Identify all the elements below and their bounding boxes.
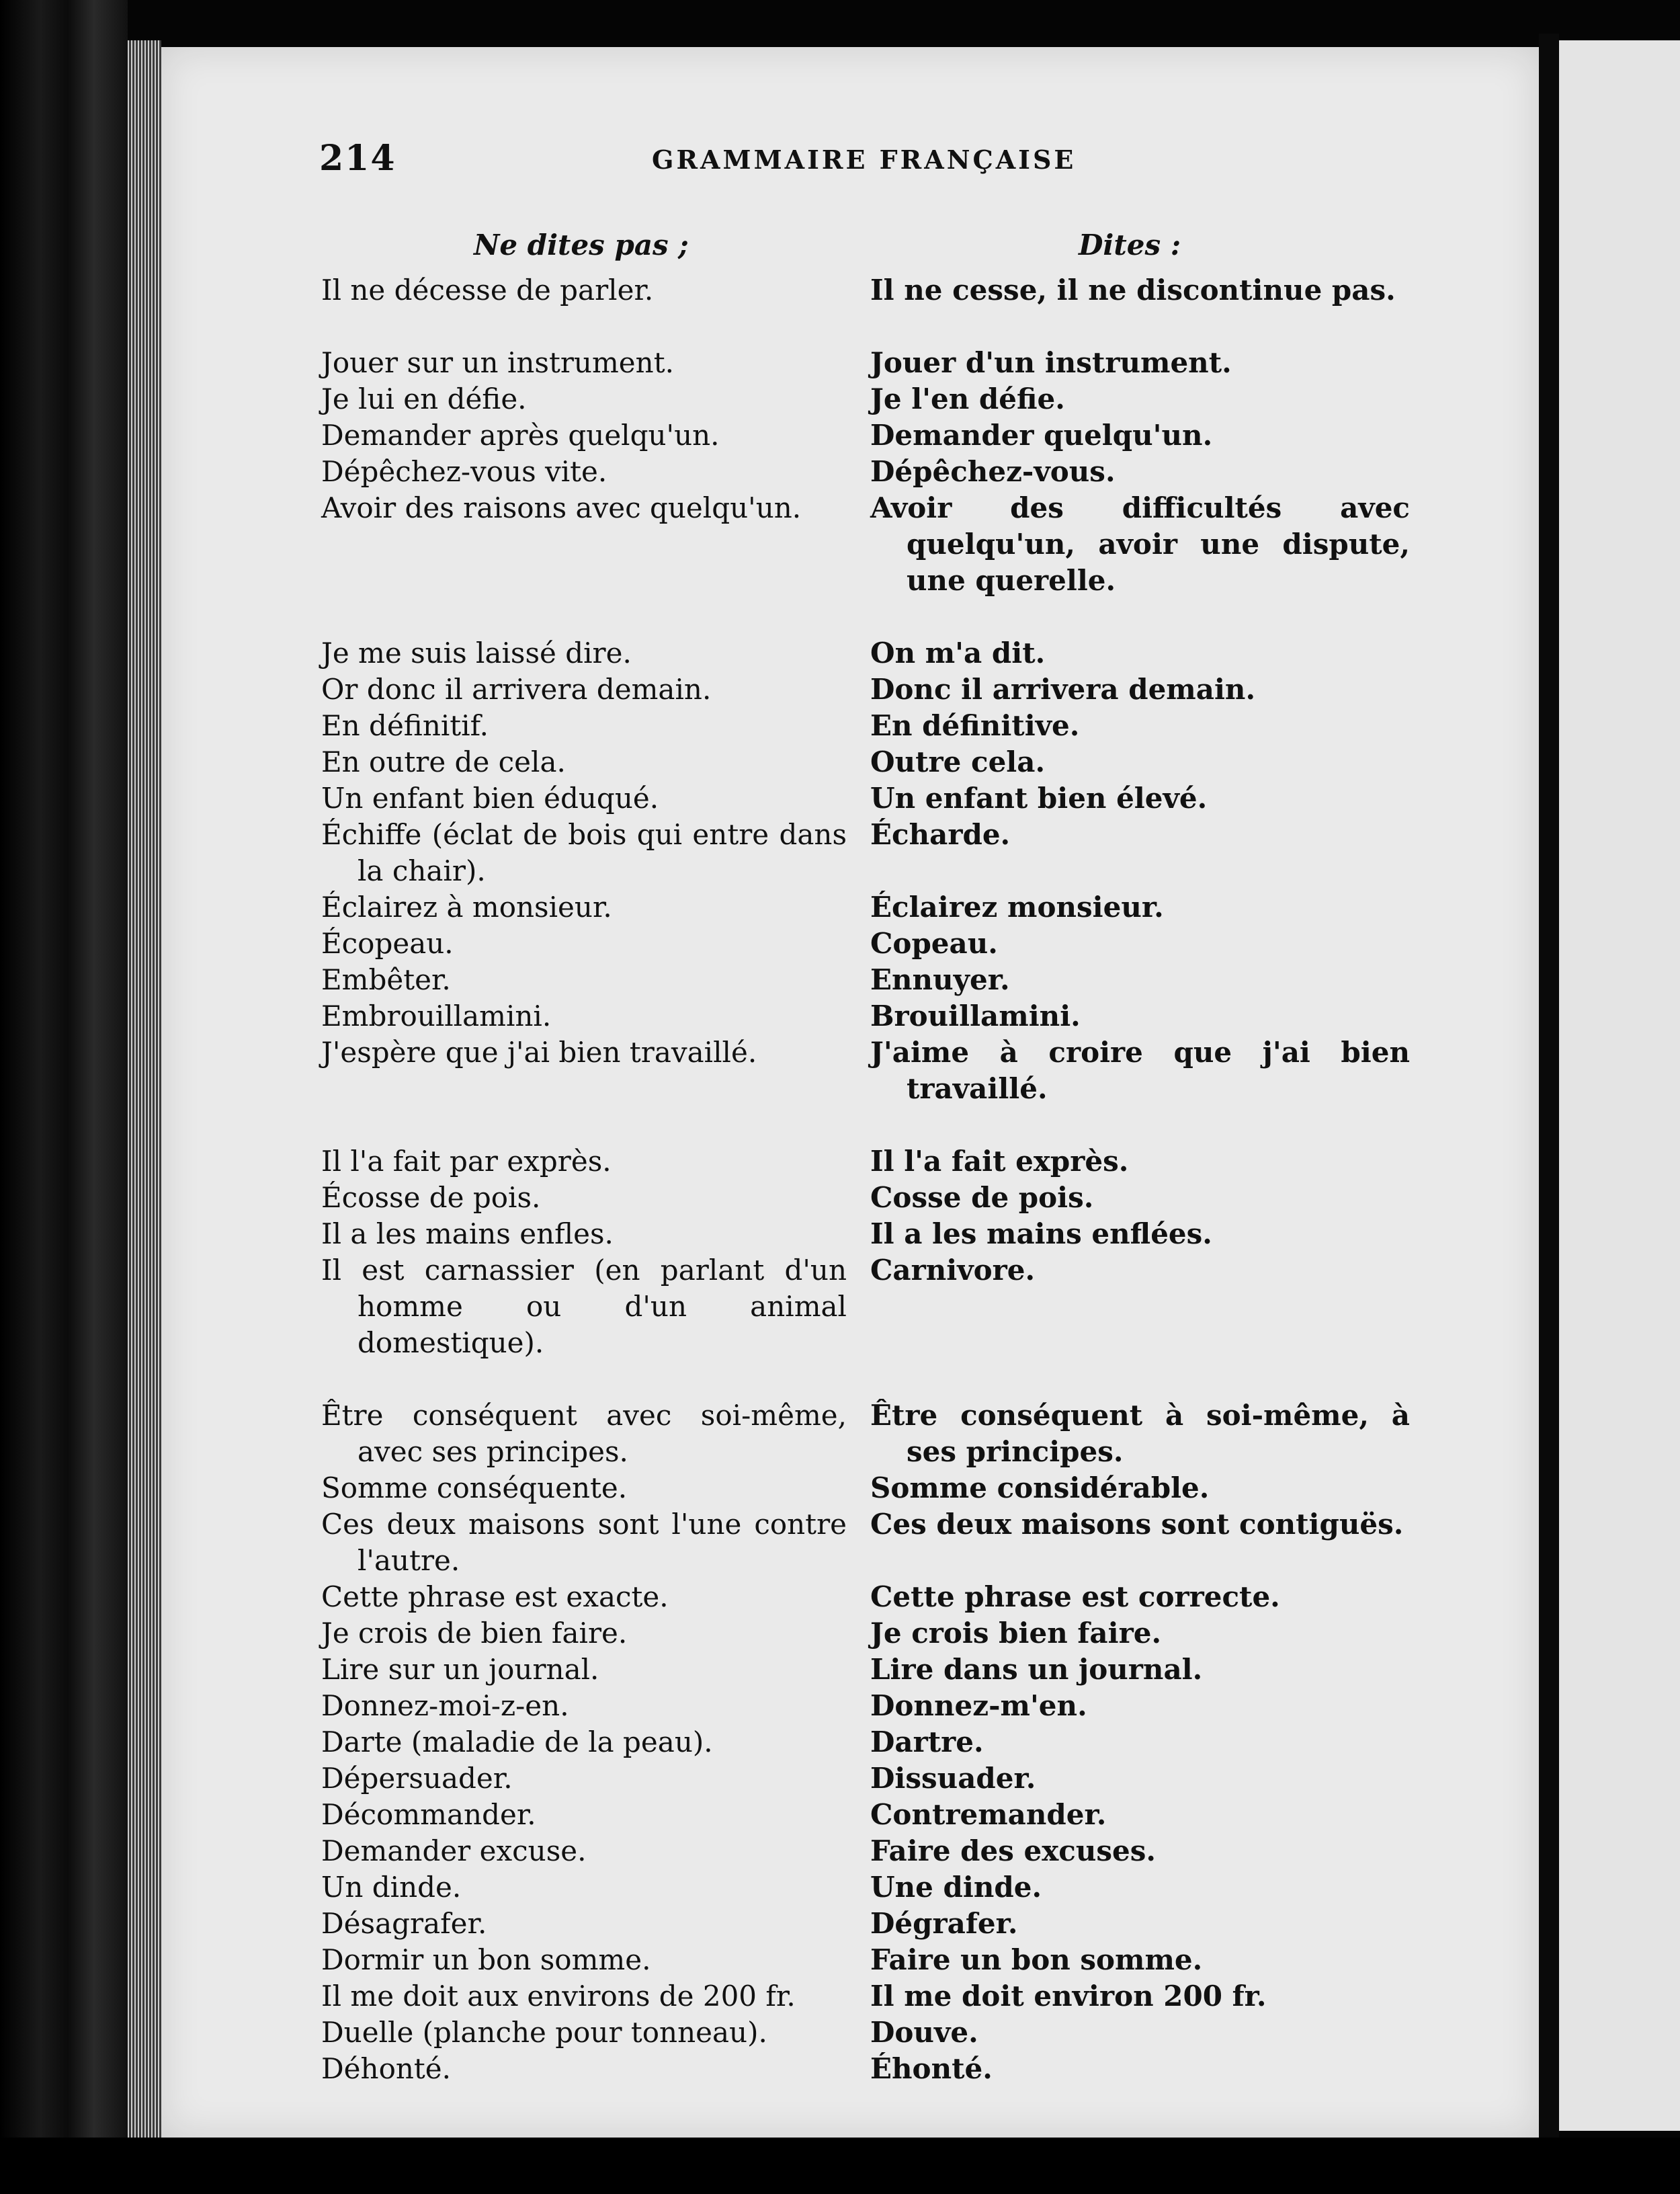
table-row <box>321 1978 1410 2015</box>
correct-expression: Copeau. <box>870 927 998 960</box>
correct-expression: Il a les mains enflées. <box>870 1217 1212 1250</box>
correct-expression: Je l'en défie. <box>870 382 1065 415</box>
table-row <box>321 1252 1410 1361</box>
incorrect-expression: Décommander. <box>321 1798 536 1831</box>
adjacent-page-edge <box>1559 40 1680 2131</box>
incorrect-expression: Cette phrase est exacte. <box>321 1580 669 1613</box>
incorrect-expression: En définitif. <box>321 709 489 742</box>
incorrect-expression: Somme conséquente. <box>321 1471 628 1504</box>
correct-expression: Donc il arrivera demain. <box>870 673 1256 706</box>
incorrect-expression: Embêter. <box>321 963 451 996</box>
correct-expression: Un enfant bien élevé. <box>870 782 1208 815</box>
correct-expression: Avoir des difficultés avec quelqu'un, avoir une dispute, une querelle. <box>870 491 1410 597</box>
table-row <box>321 1180 1410 1216</box>
table-row <box>321 708 1410 744</box>
incorrect-expression: Échiffe (éclat de bois qui entre dans la chair). <box>321 818 847 887</box>
table-row <box>321 1797 1410 1833</box>
page-number: 214 <box>319 138 396 179</box>
table-row <box>321 1034 1410 1107</box>
incorrect-expression: Désagrafer. <box>321 1907 487 1940</box>
correct-expression: Écharde. <box>870 818 1011 851</box>
correct-expression: Faire un bon somme. <box>870 1943 1203 1976</box>
table-row <box>321 1143 1410 1180</box>
incorrect-expression: Darte (maladie de la peau). <box>321 1725 713 1758</box>
incorrect-expression: Dépersuader. <box>321 1762 513 1795</box>
table-row <box>321 1942 1410 1978</box>
incorrect-expression: Je crois de bien faire. <box>321 1617 628 1650</box>
correct-expression: Dégrafer. <box>870 1907 1018 1940</box>
correct-expression: Contremander. <box>870 1798 1107 1831</box>
table-row <box>321 272 1410 309</box>
table-row <box>321 1760 1410 1797</box>
incorrect-expression: Éclairez à monsieur. <box>321 891 612 924</box>
correct-expression: Une dinde. <box>870 1871 1042 1904</box>
table-row <box>321 672 1410 708</box>
correct-expression: Faire des excuses. <box>870 1834 1157 1867</box>
correct-expression: Il ne cesse, il ne discontinue pas. <box>870 274 1396 307</box>
table-row <box>321 1688 1410 1724</box>
table-row <box>321 1470 1410 1506</box>
incorrect-expression: Écopeau. <box>321 927 454 960</box>
incorrect-expression: Être conséquent avec soi-même, avec ses principes. <box>321 1399 847 1468</box>
correct-expression: Jouer d'un instrument. <box>870 346 1232 379</box>
incorrect-expression: Il ne décesse de parler. <box>321 274 654 307</box>
correct-expression: Ennuyer. <box>870 963 1010 996</box>
correct-expression: Dissuader. <box>870 1762 1036 1795</box>
incorrect-expression: En outre de cela. <box>321 745 566 778</box>
table-row <box>321 1906 1410 1942</box>
correct-expression: Donnez-m'en. <box>870 1689 1087 1722</box>
table-row <box>321 780 1410 817</box>
incorrect-expression: Déhonté. <box>321 2052 451 2085</box>
correct-expression: Douve. <box>870 2016 978 2049</box>
correct-expression: Somme considérable. <box>870 1471 1210 1504</box>
table-row <box>321 490 1410 599</box>
column-heading-incorrect: Ne dites pas ; <box>474 229 689 261</box>
incorrect-expression: Je lui en défie. <box>321 382 527 415</box>
table-row <box>321 635 1410 672</box>
table-row <box>321 1579 1410 1615</box>
table-row <box>321 1833 1410 1869</box>
table-row <box>321 889 1410 926</box>
incorrect-expression: Écosse de pois. <box>321 1181 541 1214</box>
correct-expression: Dartre. <box>870 1725 984 1758</box>
incorrect-expression: Il a les mains enfles. <box>321 1217 614 1250</box>
correct-expression: Outre cela. <box>870 745 1046 778</box>
correct-expression: Cosse de pois. <box>870 1181 1094 1214</box>
incorrect-expression: J'espère que j'ai bien travaillé. <box>321 1036 757 1069</box>
correct-expression: J'aime à croire que j'ai bien travaillé. <box>870 1036 1410 1105</box>
correct-expression: Ces deux maisons sont contiguës. <box>870 1508 1404 1541</box>
column-heading-correct: Dites : <box>1079 229 1181 261</box>
incorrect-expression: Il l'a fait par exprès. <box>321 1145 612 1178</box>
incorrect-expression: Il me doit aux environs de 200 fr. <box>321 1980 796 2013</box>
incorrect-expression: Demander excuse. <box>321 1834 587 1867</box>
table-row <box>321 1652 1410 1688</box>
correct-expression: Carnivore. <box>870 1254 1036 1287</box>
incorrect-expression: Avoir des raisons avec quelqu'un. <box>321 491 802 524</box>
incorrect-expression: Je me suis laissé dire. <box>321 637 632 669</box>
correct-expression: Il me doit environ 200 fr. <box>870 1980 1267 2013</box>
incorrect-expression: Dépêchez-vous vite. <box>321 455 607 488</box>
correct-expression: Éclairez monsieur. <box>870 891 1164 924</box>
table-row <box>321 1506 1410 1579</box>
incorrect-expression: Embrouillamini. <box>321 1000 552 1032</box>
correct-expression: Dépêchez-vous. <box>870 455 1116 488</box>
table-row <box>321 345 1410 381</box>
page-header <box>319 138 1085 185</box>
page-edges <box>128 40 161 2144</box>
page-gutter <box>1539 34 1559 2144</box>
correct-expression: Brouillamini. <box>870 1000 1081 1032</box>
table-row <box>321 1397 1410 1470</box>
table-row <box>321 454 1410 490</box>
correct-expression: Cette phrase est correcte. <box>870 1580 1280 1613</box>
incorrect-expression: Demander après quelqu'un. <box>321 419 720 452</box>
incorrect-expression: Lire sur un journal. <box>321 1653 599 1686</box>
table-row <box>321 1869 1410 1906</box>
correct-expression: Éhonté. <box>870 2052 993 2085</box>
table-row <box>321 1615 1410 1652</box>
incorrect-expression: Jouer sur un instrument. <box>321 346 674 379</box>
incorrect-expression: Il est carnassier (en parlant d'un homme ou d'un animal domestique). <box>321 1254 847 1359</box>
table-row <box>321 998 1410 1034</box>
correct-expression: Demander quelqu'un. <box>870 419 1213 452</box>
table-row <box>321 1216 1410 1252</box>
running-title: GRAMMAIRE FRANÇAISE <box>652 145 1077 175</box>
table-row <box>321 2015 1410 2051</box>
correct-expression: On m'a dit. <box>870 637 1046 669</box>
book-binding-shadow <box>0 0 128 2194</box>
correct-expression: Je crois bien faire. <box>870 1617 1162 1650</box>
table-row <box>321 926 1410 962</box>
usage-table <box>321 272 1410 2087</box>
correct-expression: En définitive. <box>870 709 1080 742</box>
incorrect-expression: Duelle (planche pour tonneau). <box>321 2016 767 2049</box>
incorrect-expression: Un enfant bien éduqué. <box>321 782 659 815</box>
correct-expression: Lire dans un journal. <box>870 1653 1203 1686</box>
table-row <box>321 744 1410 780</box>
table-row <box>321 2051 1410 2087</box>
incorrect-expression: Donnez-moi-z-en. <box>321 1689 569 1722</box>
incorrect-expression: Dormir un bon somme. <box>321 1943 651 1976</box>
incorrect-expression: Or donc il arrivera demain. <box>321 673 712 706</box>
table-row <box>321 417 1410 454</box>
correct-expression: Il l'a fait exprès. <box>870 1145 1129 1178</box>
table-row <box>321 962 1410 998</box>
incorrect-expression: Un dinde. <box>321 1871 462 1904</box>
bottom-shadow <box>0 2138 1680 2194</box>
incorrect-expression: Ces deux maisons sont l'une contre l'autre. <box>321 1508 847 1577</box>
table-row <box>321 381 1410 417</box>
table-row <box>321 1724 1410 1760</box>
correct-expression: Être conséquent à soi-même, à ses principes. <box>870 1399 1410 1468</box>
table-row <box>321 817 1410 889</box>
